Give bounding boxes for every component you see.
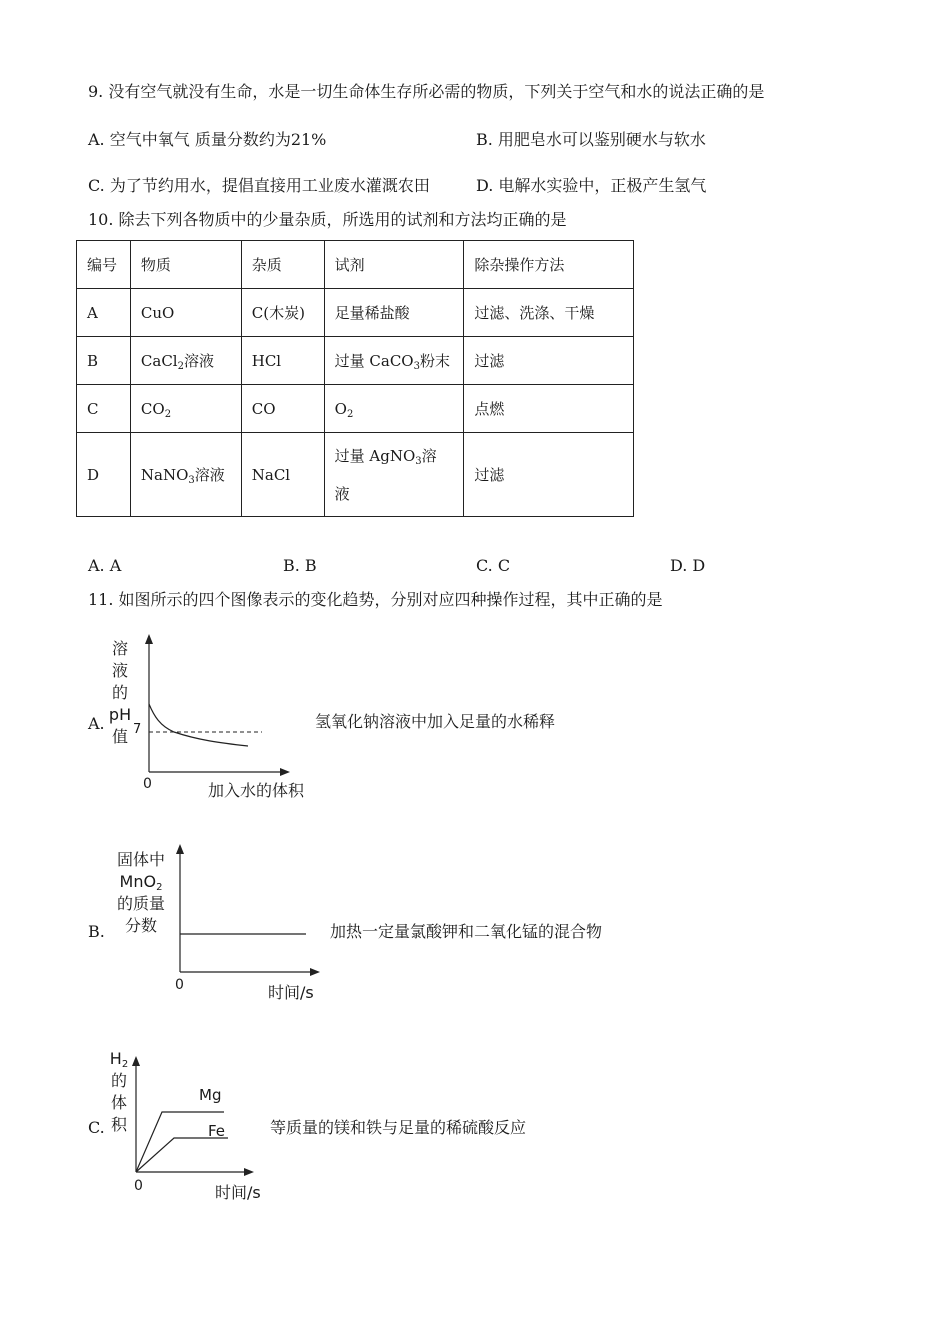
graph-a-description: 氢氧化钠溶液中加入足量的水稀释 bbox=[315, 712, 556, 731]
row-id: D bbox=[77, 433, 131, 517]
row-id: A bbox=[77, 289, 131, 337]
table-row bbox=[77, 289, 634, 337]
graph-c-plot bbox=[128, 1050, 268, 1180]
graph-c-ylabel: $H_2$ 的 体 积 bbox=[109, 1049, 129, 1134]
row-impurity: HCl bbox=[241, 337, 324, 385]
graph-a-origin: 0 bbox=[143, 776, 152, 792]
graph-a-x-arrow-icon bbox=[280, 768, 290, 776]
row-method: 点燃 bbox=[464, 385, 634, 433]
header-reagent: 试剂 bbox=[324, 241, 464, 289]
graph-c-x-arrow-icon bbox=[244, 1168, 254, 1176]
row-impurity: NaCl bbox=[241, 433, 324, 517]
row-substance: CaCl$_2$溶液 bbox=[130, 337, 241, 385]
graph-c-origin: 0 bbox=[134, 1178, 143, 1194]
graph-c-series-mg bbox=[136, 1112, 224, 1172]
graph-b-xlabel: 时间/s bbox=[268, 983, 314, 1002]
header-substance: 物质 bbox=[130, 241, 241, 289]
graph-c-legend-fe: Fe bbox=[208, 1122, 226, 1140]
q10-stem: 10. 除去下列各物质中的少量杂质，所选用的试剂和方法均正确的是 bbox=[88, 210, 567, 229]
graph-a-y-arrow-icon bbox=[145, 634, 153, 644]
row-method: 过滤、洗涤、干燥 bbox=[464, 289, 634, 337]
header-id: 编号 bbox=[77, 241, 131, 289]
table-row bbox=[77, 433, 634, 517]
table-row bbox=[77, 385, 634, 433]
row-reagent: 过量 CaCO$_3$粉末 bbox=[324, 337, 464, 385]
header-impurity: 杂质 bbox=[241, 241, 324, 289]
q10-choice-a: A. A bbox=[88, 556, 122, 575]
q9-option-c: C. 为了节约用水，提倡直接用工业废水灌溉农田 bbox=[88, 176, 430, 195]
row-method: 过滤 bbox=[464, 337, 634, 385]
graph-b-x-arrow-icon bbox=[310, 968, 320, 976]
row-reagent: $O_2$ bbox=[324, 385, 464, 433]
graph-a-curve bbox=[149, 704, 248, 746]
table-row bbox=[77, 337, 634, 385]
q10-choice-c: C. C bbox=[476, 556, 511, 575]
graph-c-series-fe bbox=[136, 1138, 228, 1172]
graph-c-legend-mg: Mg bbox=[199, 1086, 222, 1104]
graph-b-letter: B. bbox=[88, 922, 105, 941]
graph-b-y-arrow-icon bbox=[176, 844, 184, 854]
q9-stem: 9. 没有空气就没有生命，水是一切生命体生存所必需的物质，下列关于空气和水的说法正确的是 bbox=[88, 82, 765, 101]
row-reagent: 足量稀盐酸 bbox=[324, 289, 464, 337]
row-substance: $CO_2$ bbox=[130, 385, 241, 433]
row-impurity: C(木炭) bbox=[241, 289, 324, 337]
q10-choice-d: D. D bbox=[670, 556, 706, 575]
row-reagent: 过量 AgNO$_3$溶 液 bbox=[324, 433, 464, 517]
q9-option-a: A. 空气中氧气 质量分数约为21% bbox=[88, 130, 327, 149]
graph-b-ylabel: 固体中 MnO$_2$ 的质量 分数 bbox=[116, 850, 165, 935]
q10-choice-b: B. B bbox=[283, 556, 317, 575]
graph-b-description: 加热一定量氯酸钾和二氧化锰的混合物 bbox=[330, 922, 603, 941]
row-impurity: CO bbox=[241, 385, 324, 433]
graph-c-y-arrow-icon bbox=[132, 1056, 140, 1066]
q11-stem: 11. 如图所示的四个图像表示的变化趋势，分别对应四种操作过程，其中正确的是 bbox=[88, 590, 663, 609]
q9-option-d: D. 电解水实验中，正极产生氢气 bbox=[476, 176, 707, 195]
row-id: C bbox=[77, 385, 131, 433]
graph-a-ref-tick: 7 bbox=[133, 722, 142, 737]
header-method: 除杂操作方法 bbox=[464, 241, 634, 289]
graph-b-origin: 0 bbox=[175, 977, 184, 993]
table-header-row bbox=[77, 241, 634, 289]
row-method: 过滤 bbox=[464, 433, 634, 517]
row-substance: NaNO$_3$溶液 bbox=[130, 433, 241, 517]
graph-a-plot bbox=[130, 630, 310, 780]
graph-b-plot bbox=[170, 840, 330, 980]
graph-c-xlabel: 时间/s bbox=[215, 1183, 261, 1202]
graph-a-ylabel: 溶 液 的 pH 值 bbox=[108, 639, 132, 746]
graph-a-xlabel: 加入水的体积 bbox=[208, 781, 305, 800]
q10-table bbox=[76, 240, 634, 517]
row-substance: CuO bbox=[130, 289, 241, 337]
graph-c-letter: C. bbox=[88, 1118, 105, 1137]
graph-a-letter: A. bbox=[88, 714, 105, 733]
q9-option-b: B. 用肥皂水可以鉴别硬水与软水 bbox=[476, 130, 706, 149]
row-id: B bbox=[77, 337, 131, 385]
graph-c-description: 等质量的镁和铁与足量的稀硫酸反应 bbox=[270, 1118, 527, 1137]
